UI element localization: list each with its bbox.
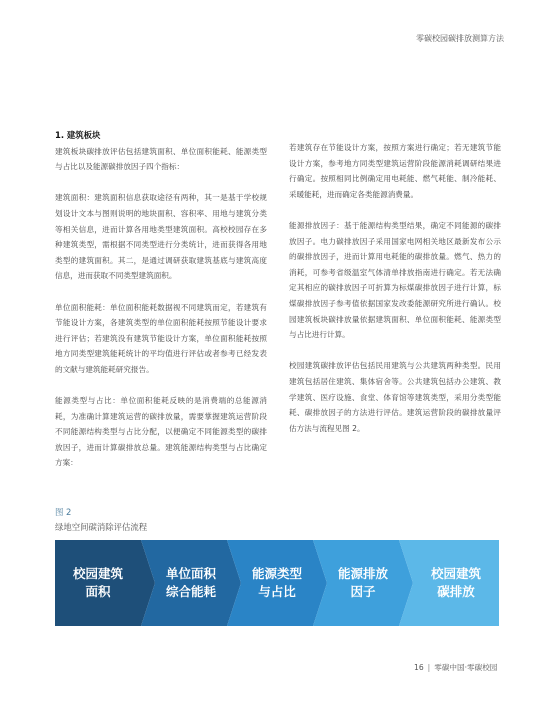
paragraph-energy-type: 能源类型与占比：单位面积能耗反映的是消费端的总能源消耗，为准确计算建筑运营的碳排放量，需要掌握建筑运营阶段不同能源结构类型与占比分配，以便确定不同能源类型的碳排放因子，进而计算碳排放总量。建筑能源结构类型与占比确定方案： — [55, 396, 267, 468]
footer-divider: | — [427, 663, 431, 672]
page-footer — [414, 662, 497, 673]
publication-name: 零碳中国·零碳校园 — [434, 663, 498, 672]
right-column — [289, 140, 501, 452]
paragraph-building-types: 校园建筑碳排放评估包括民用建筑与公共建筑两种类型。民用建筑包括居住建筑、集体宿舍等。公共建筑包括办公建筑、教学建筑、医疗设施、食堂、体育馆等建筑类型，采用分类型能耗、碳排放因子的方法进行评估。建筑运营阶段的碳排放量评估方法与流程见图 2。 — [289, 361, 501, 433]
figure-number: 图 2 — [55, 507, 72, 517]
paragraph-energy-type-cont: 若建筑存在节能设计方案，按照方案进行确定；若无建筑节能设计方案，参考地方同类型建筑运营阶段能源消耗调研结果进行确定。按照相同比例确定用电耗能、燃气耗能、制冷能耗、采暖能耗，进而确定各类能源消费量。 — [289, 143, 501, 199]
flow-step-3-label: 能源类型 与占比 — [251, 566, 302, 599]
paragraph-emission-factor: 能源排放因子：基于能源结构类型结果，确定不同能源的碳排放因子。电力碳排放因子采用国家电网相关地区最新发布公示的碳排放因子，进而计算用电耗能的碳排放量。燃气、热力的消耗，可参考省级温室气体清单排放指南进行确定。若无法确定其相应的碳排放因子可折算为标煤碳排放因子进行计算，标煤碳排放因子参考值依据国家发改委能源研究所进行确认。校园建筑板块碳排放量依据建筑面积、单位面积能耗、能源类型与占比进行计算。 — [289, 220, 501, 340]
flow-step-1-label: 校园建筑 面积 — [72, 566, 123, 599]
page-number: 16 — [414, 663, 424, 672]
paragraph-building-area: 建筑面积：建筑面积信息获取途径有两种，其一是基于学校规划设计文本与图则说明的地块面积、容积率、用地与建筑分类等相关信息，进而计算各用地类型建筑面积。高校校园存在多种建筑类型，需根据不同类型进行分类统计，进而获得各用地类型的建筑面积。其二，是通过调研获取建筑基底与建筑高度信息，进而获取不同类型建筑面积。 — [55, 193, 267, 281]
flow-step-5-label: 校园建筑 碳排放 — [430, 566, 481, 599]
flow-step-4-label: 能源排放 因子 — [337, 566, 388, 599]
left-column — [55, 128, 267, 487]
running-header: 零碳校园碳排放测算方法 — [416, 34, 504, 43]
process-flow-diagram — [55, 540, 499, 626]
paragraph-intro: 建筑板块碳排放评估包括建筑面积、单位面积能耗、能源类型与占比以及能源碳排放因子四个指标： — [55, 146, 267, 172]
flow-step-2-label: 单位面积 综合能耗 — [165, 566, 216, 599]
figure-caption: 绿地空间碳消除评估流程 — [55, 522, 148, 532]
section-title: 1. 建筑板块 — [55, 130, 101, 140]
paragraph-unit-energy: 单位面积能耗：单位面积能耗数据视不同建筑而定，若建筑有节能设计方案，各建筑类型的单位面积能耗按照节能设计要求进行评估；若建筑没有建筑节能设计方案，单位面积能耗按照地方同类型建筑能耗统计的平均值进行评估或者参考已经发表的文献与建筑能耗研究报告。 — [55, 302, 267, 374]
